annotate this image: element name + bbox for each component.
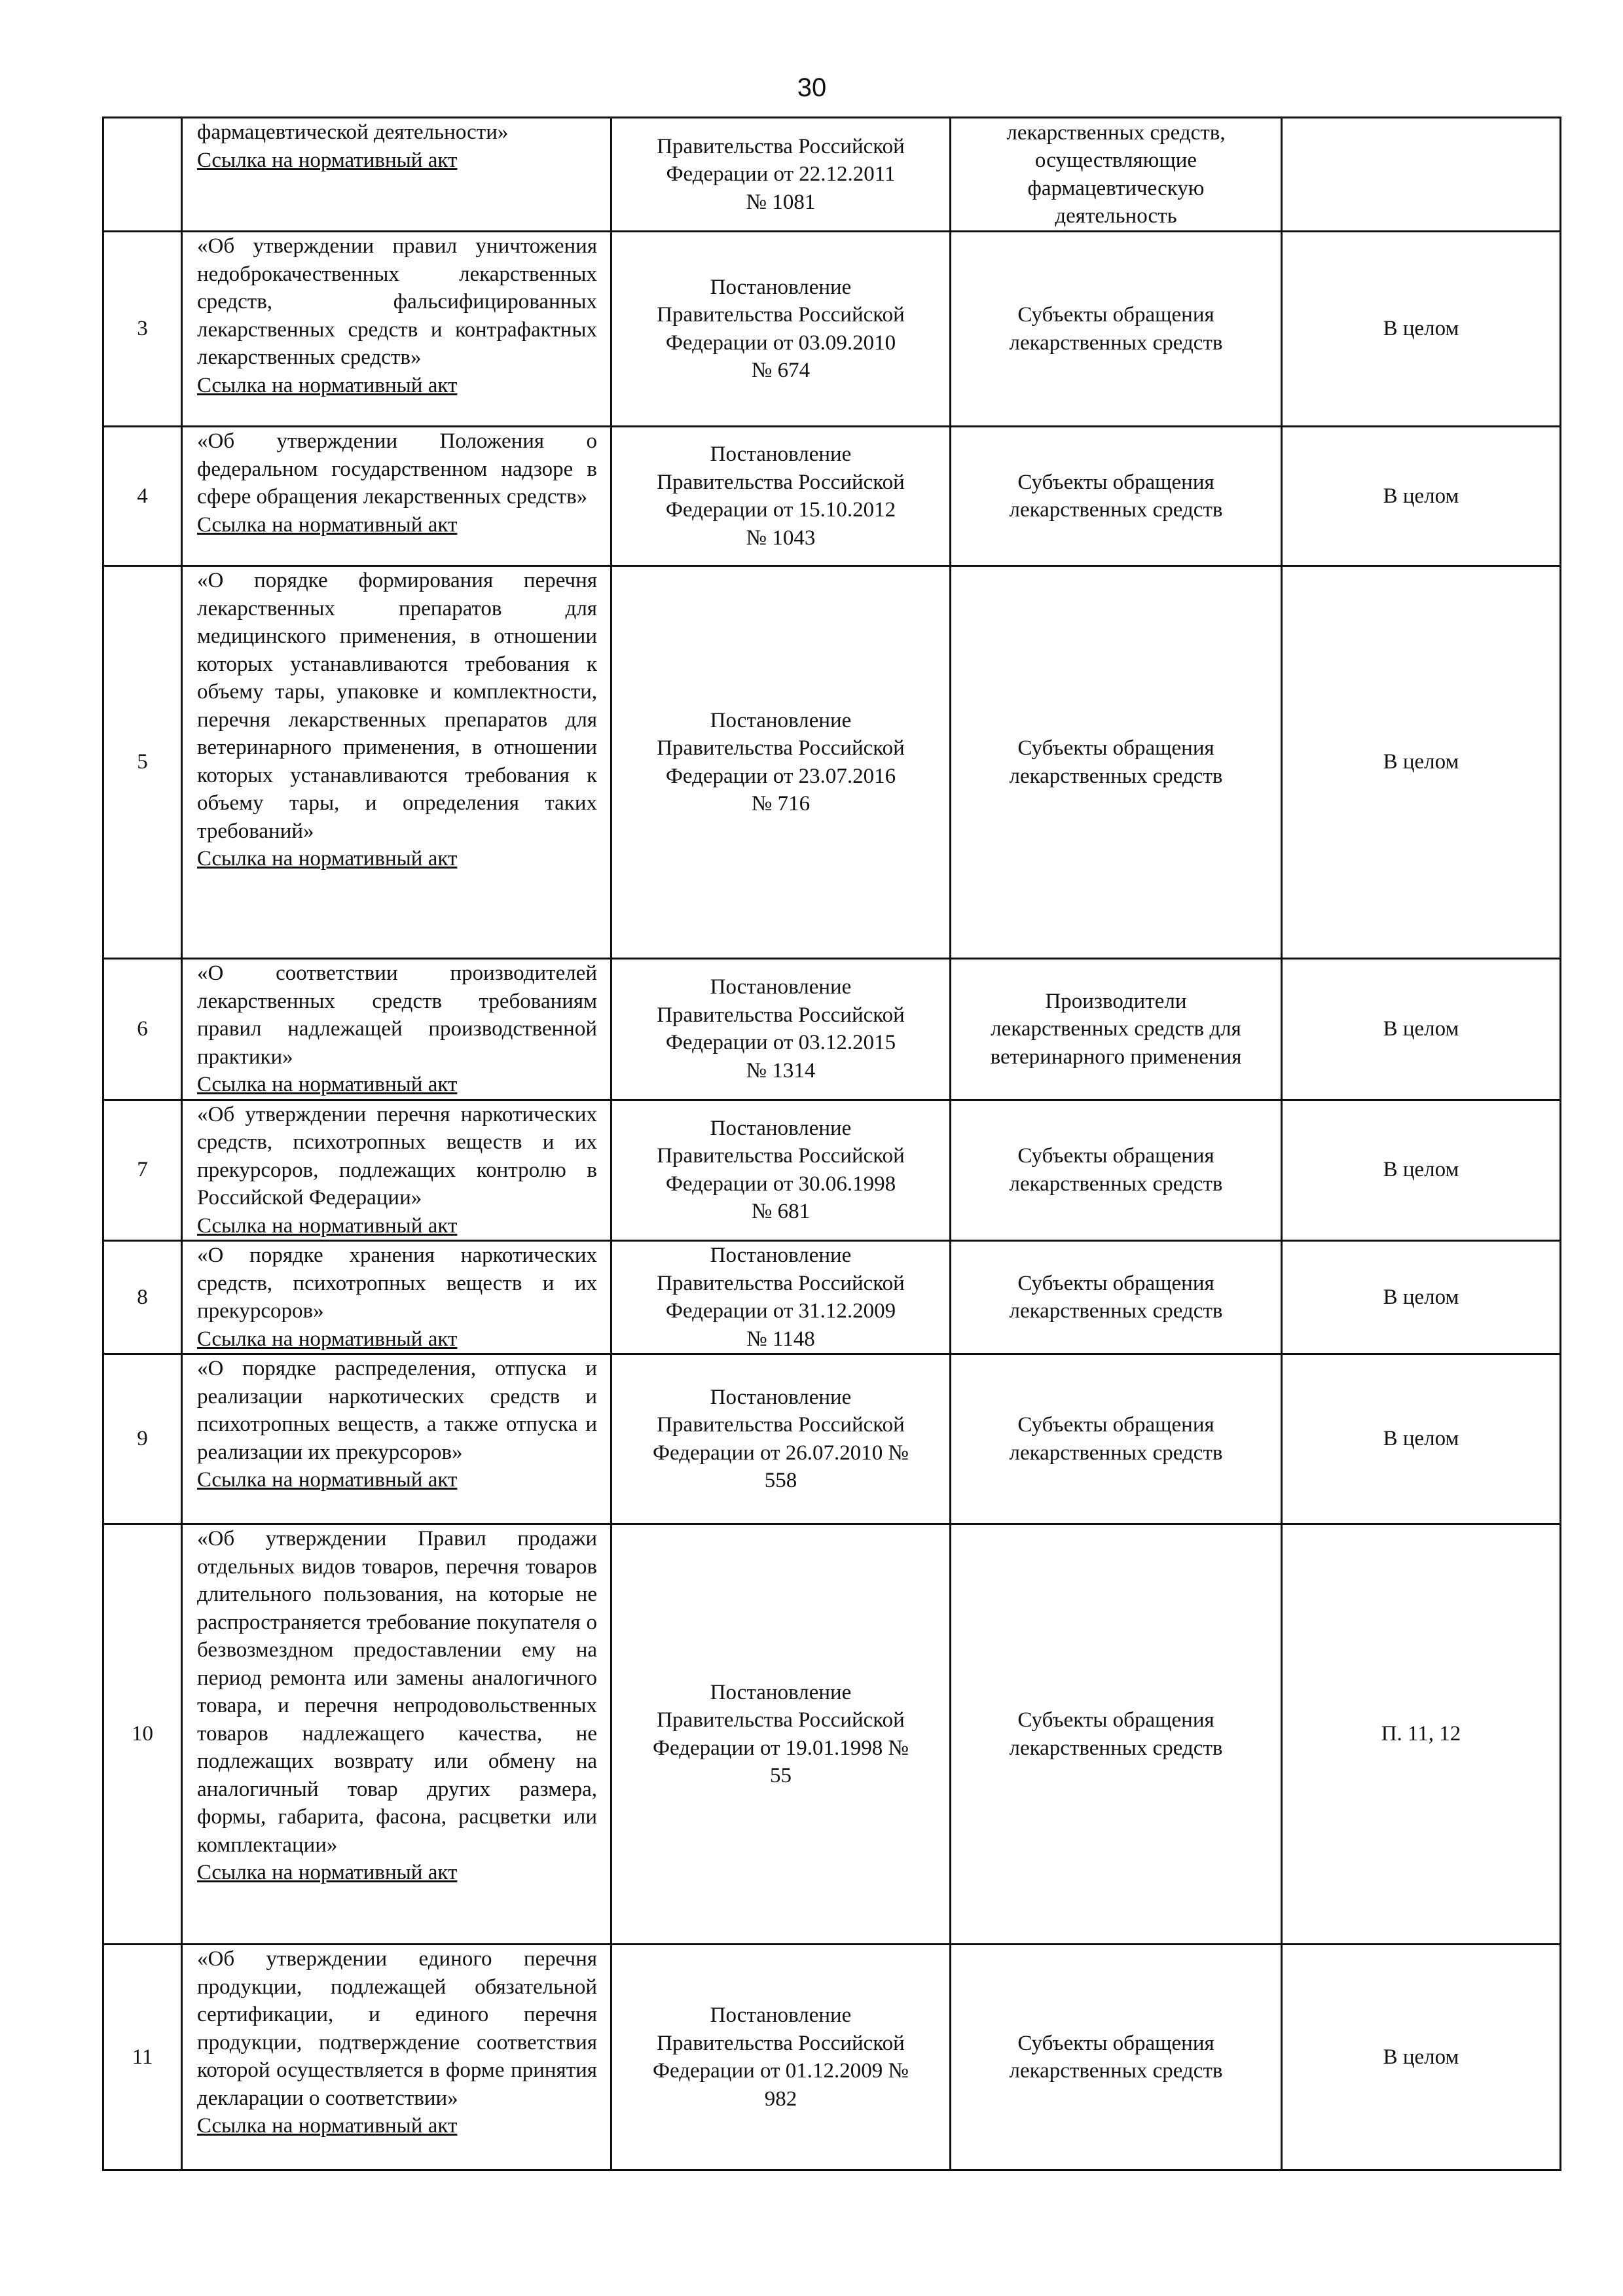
- act-subjects: Субъекты обращения лекарственных средств: [951, 232, 1282, 427]
- act-link[interactable]: Ссылка на нормативный акт: [197, 847, 458, 870]
- act-title-cell: [182, 427, 611, 566]
- act-title: «Об утверждении правил уничтожения недоброкачественных лекарственных средств, фальсифицированных лекарственных средств и контрафактных лекарственных средств»: [197, 234, 597, 369]
- act-document: Постановление Правительства Российской Федерации от 03.12.2015 № 1314: [611, 959, 951, 1100]
- act-title: «О порядке хранения наркотических средств, психотропных веществ и их прекурсоров»: [197, 1244, 597, 1323]
- row-number: 8: [103, 1241, 182, 1354]
- row-number: 5: [103, 566, 182, 959]
- act-link[interactable]: Ссылка на нормативный акт: [197, 2114, 458, 2138]
- act-document: Постановление Правительства Российской Федерации от 19.01.1998 № 55: [611, 1524, 951, 1945]
- act-title-cell: [182, 959, 611, 1100]
- table-row: [103, 118, 1561, 232]
- act-scope: В целом: [1282, 1241, 1561, 1354]
- act-title-cell: [182, 1241, 611, 1354]
- act-title: фармацевтической деятельности»: [197, 120, 509, 144]
- table-row: [103, 1354, 1561, 1524]
- act-link[interactable]: Ссылка на нормативный акт: [197, 1468, 458, 1492]
- page-number: 30: [797, 73, 827, 102]
- act-title-cell: [182, 1354, 611, 1524]
- act-title-cell: [182, 1100, 611, 1241]
- act-scope: В целом: [1282, 566, 1561, 959]
- table-row: [103, 959, 1561, 1100]
- act-scope: В целом: [1282, 1354, 1561, 1524]
- act-subjects: Субъекты обращения лекарственных средств: [951, 1100, 1282, 1241]
- act-title-cell: [182, 566, 611, 959]
- act-subjects: Производители лекарственных средств для ветеринарного применения: [951, 959, 1282, 1100]
- normative-acts-table: [102, 117, 1561, 2171]
- act-document: Постановление Правительства Российской Федерации от 30.06.1998 № 681: [611, 1100, 951, 1241]
- act-document: Постановление Правительства Российской Федерации от 01.12.2009 № 982: [611, 1945, 951, 2170]
- act-scope: П. 11, 12: [1282, 1524, 1561, 1945]
- act-scope: В целом: [1282, 959, 1561, 1100]
- act-title: «Об утверждении единого перечня продукции, подлежащей обязательной сертификации, и единого перечня продукции, подтверждение соответствия которой осуществляется в форме принятия декларации о соответствии»: [197, 1947, 597, 2110]
- act-subjects: лекарственных средств, осуществляющие фармацевтическую деятельность: [951, 118, 1282, 232]
- act-document: Правительства Российской Федерации от 22.12.2011 № 1081: [611, 118, 951, 232]
- act-link[interactable]: Ссылка на нормативный акт: [197, 1213, 458, 1238]
- act-scope: В целом: [1282, 1100, 1561, 1241]
- act-title: «Об утверждении Положения о федеральном государственном надзоре в сфере обращения лекарственных средств»: [197, 429, 597, 509]
- act-title: «О соответствии производителей лекарственных средств требованиям правил надлежащей производственной практики»: [197, 961, 597, 1069]
- act-subjects: Субъекты обращения лекарственных средств: [951, 1241, 1282, 1354]
- act-scope: В целом: [1282, 1945, 1561, 2170]
- row-number: 11: [103, 1945, 182, 2170]
- act-subjects: Субъекты обращения лекарственных средств: [951, 566, 1282, 959]
- table-row: [103, 1241, 1561, 1354]
- row-number: 10: [103, 1524, 182, 1945]
- act-title: «Об утверждении перечня наркотических средств, психотропных веществ и их прекурсоров, подлежащих контролю в Российской Федерации»: [197, 1102, 597, 1210]
- act-scope: [1282, 118, 1561, 232]
- act-link[interactable]: Ссылка на нормативный акт: [197, 373, 458, 397]
- act-title-cell: [182, 1945, 611, 2170]
- act-document: Постановление Правительства Российской Федерации от 26.07.2010 № 558: [611, 1354, 951, 1524]
- table-row: [103, 1945, 1561, 2170]
- act-title-cell: [182, 232, 611, 427]
- row-number: [103, 118, 182, 232]
- act-subjects: Субъекты обращения лекарственных средств: [951, 427, 1282, 566]
- act-title: «О порядке формирования перечня лекарственных препаратов для медицинского применения, в отношении которых устанавливаются требования к объему тары, упаковке и комплектности, перечня лекарственных препаратов для ветеринарного применения, в отношении которых устанавливаются требования к объему тары, и определения таких требований»: [197, 569, 597, 843]
- act-document: Постановление Правительства Российской Федерации от 15.10.2012 № 1043: [611, 427, 951, 566]
- table-row: [103, 1100, 1561, 1241]
- row-number: 6: [103, 959, 182, 1100]
- act-scope: В целом: [1282, 232, 1561, 427]
- table-row: [103, 232, 1561, 427]
- act-title-cell: [182, 1524, 611, 1945]
- act-link[interactable]: Ссылка на нормативный акт: [197, 1861, 458, 1884]
- act-link[interactable]: Ссылка на нормативный акт: [197, 1073, 458, 1096]
- act-document: Постановление Правительства Российской Федерации от 31.12.2009 № 1148: [611, 1241, 951, 1354]
- act-title: «О порядке распределения, отпуска и реализации наркотических средств и психотропных веществ, а также отпуска и реализации их прекурсоров»: [197, 1357, 597, 1464]
- table-row: [103, 1524, 1561, 1945]
- row-number: 3: [103, 232, 182, 427]
- act-subjects: Субъекты обращения лекарственных средств: [951, 1354, 1282, 1524]
- act-title-cell: [182, 118, 611, 232]
- act-document: Постановление Правительства Российской Федерации от 03.09.2010 № 674: [611, 232, 951, 427]
- act-link[interactable]: Ссылка на нормативный акт: [197, 512, 458, 537]
- row-number: 9: [103, 1354, 182, 1524]
- act-document: Постановление Правительства Российской Федерации от 23.07.2016 № 716: [611, 566, 951, 959]
- act-title: «Об утверждении Правил продажи отдельных видов товаров, перечня товаров длительного пользования, на которые не распространяется требование покупателя о безвозмездном предоставлении ему на период ремонта или замены аналогичного товара, и перечня непродовольственных товаров надлежащего качества, не подлежащих возврату или обмену на аналогичный товар других размера, формы, габарита, фасона, расцветки или комплектации»: [197, 1527, 597, 1857]
- act-subjects: Субъекты обращения лекарственных средств: [951, 1524, 1282, 1945]
- row-number: 4: [103, 427, 182, 566]
- act-subjects: Субъекты обращения лекарственных средств: [951, 1945, 1282, 2170]
- act-link[interactable]: Ссылка на нормативный акт: [197, 148, 458, 172]
- table-row: [103, 427, 1561, 566]
- act-scope: В целом: [1282, 427, 1561, 566]
- act-link[interactable]: Ссылка на нормативный акт: [197, 1327, 458, 1351]
- table-row: [103, 566, 1561, 959]
- row-number: 7: [103, 1100, 182, 1241]
